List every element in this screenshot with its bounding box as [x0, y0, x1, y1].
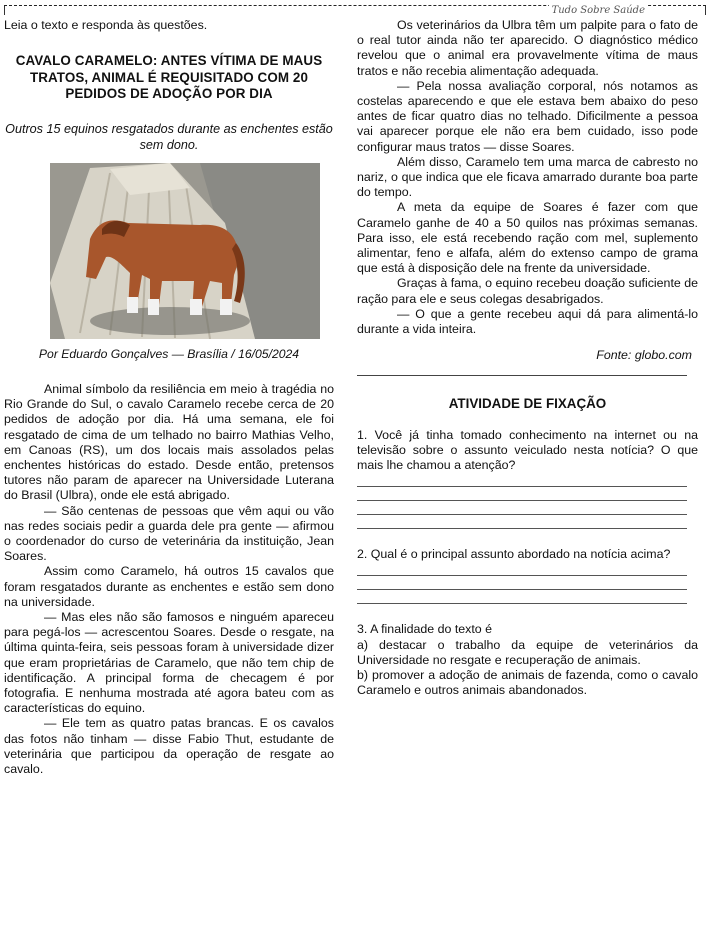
question-3-option-b[interactable]: b) promover a adoção de animais de fazenda, como o cavalo Caramelo e outros animais abandonados.: [357, 668, 698, 698]
article-paragraph: — São centenas de pessoas que vêm aqui ou vão nas redes sociais pedir a guarda dele pra gente — afirmou o coordenador do curso de veterinária da instituição, Jean Soares.: [4, 503, 334, 564]
article-paragraph: Graças à fama, o equino recebeu doação suficiente de ração para ele e seus colegas desabrigados.: [357, 276, 699, 306]
question-3: 3. A finalidade do texto é: [357, 622, 493, 637]
answer-line[interactable]: [357, 486, 687, 487]
article-paragraph: — Mas eles não são famosos e ninguém apareceu para pegá-los — acrescentou Soares. Desde o resgate, na última quinta-feira, seis pessoas foram à universidade dizer que eram proprietárias de Caramelo, que não tem chip de identificação. A principal forma de checagem é por fotografia. E nenhuma mostrada até agora bateu com as características do equino.: [4, 609, 334, 716]
left-column: [4, 18, 334, 777]
answer-line[interactable]: [357, 500, 687, 501]
article-subheadline: Outros 15 equinos resgatados durante as enchentes estão sem dono.: [5, 121, 333, 152]
header-signature: Tudo Sobre Saúde: [549, 3, 648, 18]
horse-on-roof-photo: [50, 163, 320, 339]
article-paragraph: — Pela nossa avaliação corporal, nós notamos as costelas aparecendo e que ele estava bem abaixo do peso antes de ficar quatro dias no telhado. Dificilmente a pessoa vai aparecer porque ele não era bem cuidado, isso pode configurar maus tratos — disse Soares.: [357, 78, 698, 154]
question-3-option-a[interactable]: a) destacar o trabalho da equipe de veterinários da Universidade no resgate e recuperação de animais.: [357, 637, 698, 667]
instructions: Leia o texto e responda às questões.: [4, 18, 208, 32]
article-paragraph: Assim como Caramelo, há outros 15 cavalos que foram resgatados durante as enchentes e estão sem dono na universidade.: [4, 564, 334, 609]
border-tick: [705, 6, 706, 15]
article-headline: CAVALO CARAMELO: ANTES VÍTIMA DE MAUS TRATOS, ANIMAL É REQUISITADO COM 20 PEDIDOS DE ADOÇÃO POR DIA: [15, 53, 323, 102]
photo-credit: Por Eduardo Gonçalves — Brasília / 16/05/2024: [38, 346, 300, 361]
article-source: Fonte: globo.com: [596, 348, 692, 363]
section-divider: [357, 375, 687, 376]
answer-line[interactable]: [357, 589, 687, 590]
activity-title: ATIVIDADE DE FIXAÇÃO: [448, 396, 607, 412]
article-paragraph: — O que a gente recebeu aqui dá para alimentá-lo durante a vida inteira.: [357, 306, 698, 337]
right-column: [357, 18, 698, 699]
top-dashed-border: [4, 5, 706, 16]
article-paragraph: Animal símbolo da resiliência em meio à tragédia no Rio Grande do Sul, o cavalo Caramelo recebe cerca de 20 pedidos de adoção por dia. Há uma semana, ele foi resgatado de cima de um telhado no bairro Mathias Velho, em Canoas (RS), um dos locais mais assolados pelas enchentes históricas do estado. Desde então, pretensos tutores não param de aparecer na Universidade Luterana do Brasil (Ulbra), onde ele está abrigado.: [4, 381, 334, 503]
article-paragraph: — Ele tem as quatro patas brancas. E os cavalos das fotos não tinham — disse Fabio Thut, estudante de veterinária que participou da operação de resgate ao cavalo.: [4, 716, 334, 776]
answer-line[interactable]: [357, 575, 687, 576]
question-1: 1. Você já tinha tomado conhecimento na internet ou na televisão sobre o assunto veiculado nesta notícia? O que mais lhe chamou a atenção?: [357, 427, 698, 473]
question-2: 2. Qual é o principal assunto abordado na notícia acima?: [357, 547, 671, 562]
article-paragraph: A meta da equipe de Soares é fazer com que Caramelo ganhe de 40 a 50 quilos nas próximas semanas. Para isso, ele está recebendo ração com mel, suplemento alimentar, feno e alfafa, além do extenso campo de grama que está à disposição dele na frente da universidade.: [357, 200, 698, 276]
article-paragraph: Os veterinários da Ulbra têm um palpite para o fato de o real tutor ainda não ter aparecido. O diagnóstico médico revelou que o animal era provavelmente vítima de maus tratos e não recebia alimentação adequada.: [357, 18, 698, 78]
article-paragraph: Além disso, Caramelo tem uma marca de cabresto no nariz, o que indica que ele ficava amarrado durante boa parte do tempo.: [357, 154, 698, 200]
border-tick: [4, 6, 5, 15]
answer-line[interactable]: [357, 514, 687, 515]
